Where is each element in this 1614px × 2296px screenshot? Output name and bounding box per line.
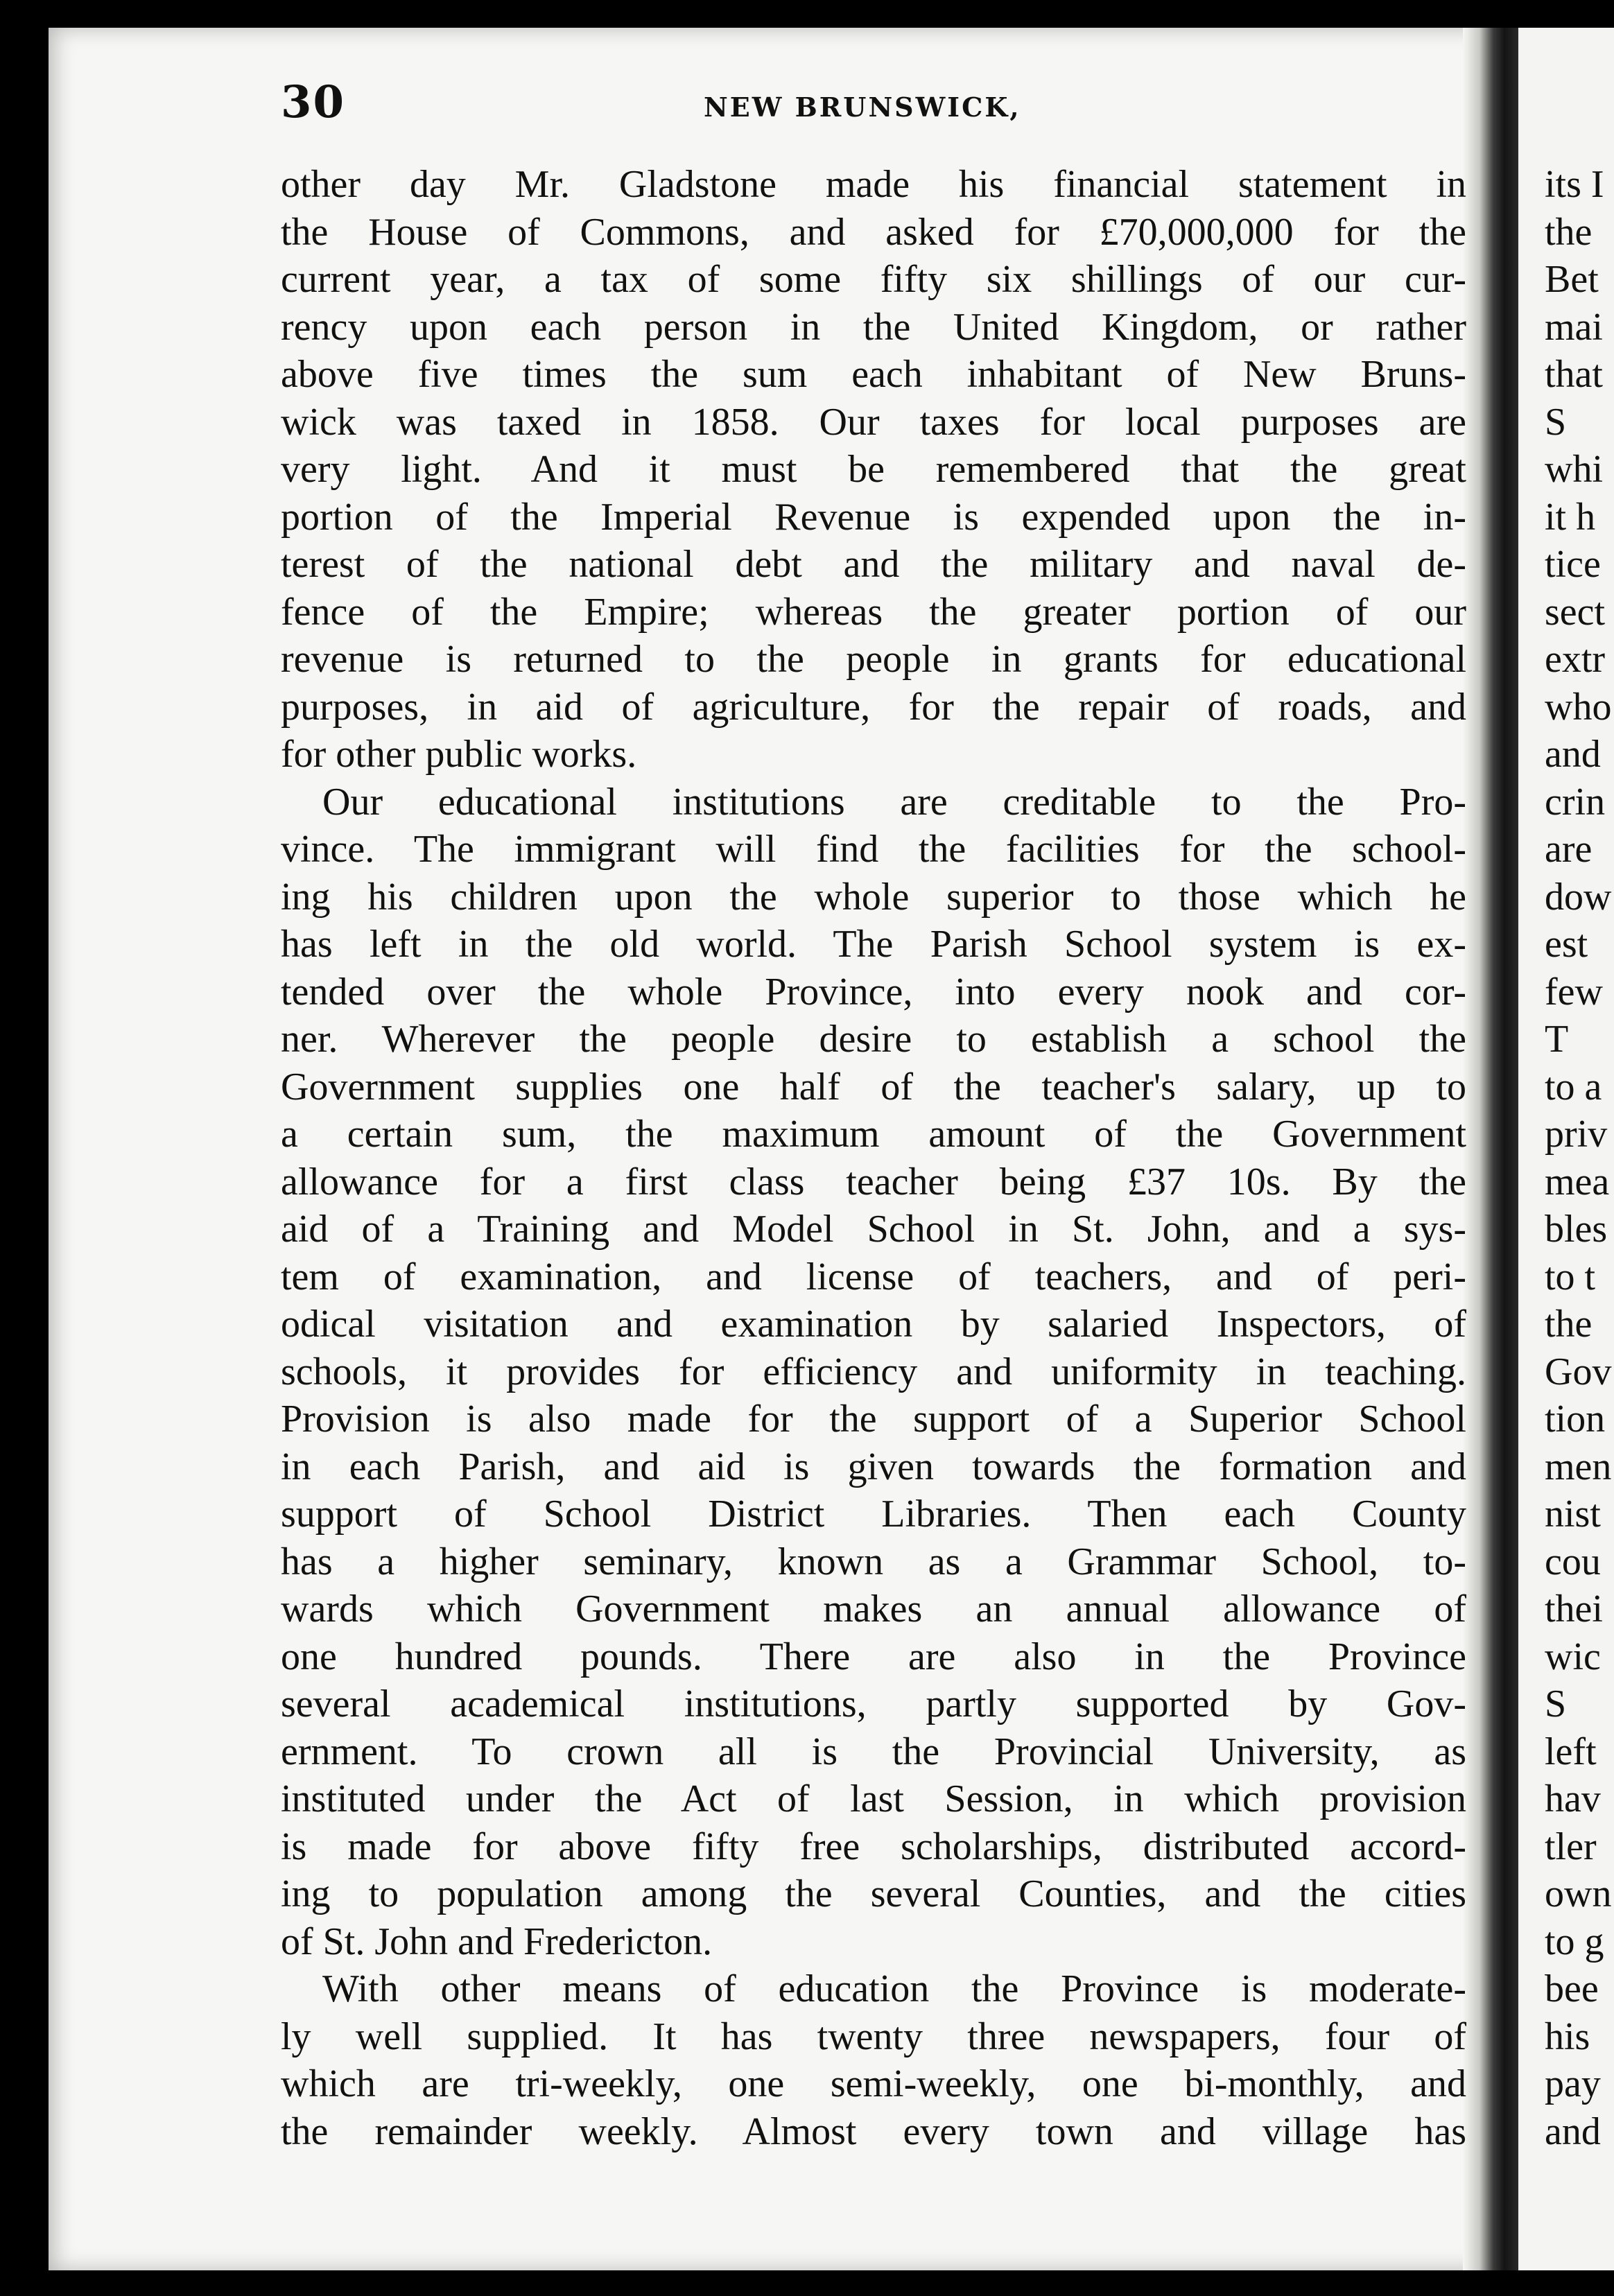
text-line: ly well supplied. It has twenty three newspapers, four of xyxy=(281,2015,1466,2058)
text-line: for other public works. xyxy=(281,733,637,776)
text-line: which are tri-weekly, one semi-weekly, one bi-monthly, and xyxy=(281,2062,1466,2105)
facing-line: T xyxy=(1545,1018,1569,1061)
facing-line: crin xyxy=(1545,780,1606,824)
facing-line: dow xyxy=(1545,875,1612,919)
facing-line: the xyxy=(1545,210,1593,254)
facing-line: Gov xyxy=(1545,1350,1612,1393)
text-line: very light. And it must be remembered that the great xyxy=(281,448,1466,491)
text-line: a certain sum, the maximum amount of the Government xyxy=(281,1113,1466,1156)
facing-line: S xyxy=(1545,1682,1567,1725)
text-line: rency upon each person in the United Kingdom, or rather xyxy=(281,305,1466,349)
facing-line: bee xyxy=(1545,1967,1599,2010)
text-line: Our educational institutions are creditable to the Pro- xyxy=(322,780,1466,824)
text-line: odical visitation and examination by salaried Inspectors, of xyxy=(281,1303,1466,1346)
text-line: Government supplies one half of the teacher's salary, up to xyxy=(281,1065,1466,1108)
facing-line: the xyxy=(1545,1303,1593,1346)
text-line: vince. The immigrant will find the facilities for the school- xyxy=(281,828,1466,871)
facing-line: extr xyxy=(1545,638,1606,681)
page-number: 30 xyxy=(281,76,346,128)
running-title: NEW BRUNSWICK, xyxy=(704,92,1021,123)
facing-line: to g xyxy=(1545,1920,1604,1963)
facing-line: wic xyxy=(1545,1635,1601,1678)
facing-line: tler xyxy=(1545,1825,1597,1868)
text-line: terest of the national debt and the military and naval de- xyxy=(281,543,1466,586)
facing-line: thei xyxy=(1545,1588,1603,1630)
text-line: With other means of education the Province is moderate- xyxy=(322,1967,1466,2010)
facing-line: hav xyxy=(1545,1777,1601,1820)
text-line: current year, a tax of some fifty six shillings of our cur- xyxy=(281,258,1466,301)
text-line: is made for above fifty free scholarships, distributed accord- xyxy=(281,1825,1466,1868)
facing-line: mai xyxy=(1545,305,1603,349)
facing-page-text xyxy=(1545,161,1614,2155)
text-line: wards which Government makes an annual allowance of xyxy=(281,1588,1466,1630)
text-line: ner. Wherever the people desire to establish a school the xyxy=(281,1018,1466,1061)
text-line: Provision is also made for the support of a Superior School xyxy=(281,1398,1466,1441)
text-line: portion of the Imperial Revenue is expended upon the in- xyxy=(281,495,1466,539)
facing-line: tion xyxy=(1545,1398,1606,1441)
text-line: the remainder weekly. Almost every town and village has xyxy=(281,2110,1466,2153)
facing-line: to a xyxy=(1545,1065,1602,1108)
facing-line: mea xyxy=(1545,1160,1610,1203)
text-line: above five times the sum each inhabitant of New Bruns- xyxy=(281,353,1466,396)
facing-line: men xyxy=(1545,1445,1612,1488)
facing-line: tice xyxy=(1545,543,1601,586)
text-line: aid of a Training and Model School in St. John, and a sys- xyxy=(281,1208,1466,1251)
text-line: schools, it provides for efficiency and uniformity in teaching. xyxy=(281,1350,1466,1393)
text-line: ernment. To crown all is the Provincial University, as xyxy=(281,1730,1466,1773)
facing-line: left xyxy=(1545,1730,1597,1773)
text-line: in each Parish, and aid is given towards the formation and xyxy=(281,1445,1466,1488)
facing-line: whi xyxy=(1545,448,1603,491)
book-gutter xyxy=(1463,28,1518,2270)
facing-line: priv xyxy=(1545,1113,1608,1156)
facing-line: cou xyxy=(1545,1540,1601,1583)
text-line: fence of the Empire; whereas the greater portion of our xyxy=(281,590,1466,634)
facing-line: est xyxy=(1545,923,1588,966)
facing-line: bles xyxy=(1545,1208,1608,1251)
facing-line: S xyxy=(1545,400,1567,444)
facing-line: pay xyxy=(1545,2062,1601,2105)
facing-line: who xyxy=(1545,685,1612,729)
body-text xyxy=(281,161,1466,2155)
text-line: of St. John and Fredericton. xyxy=(281,1920,713,1963)
text-line: purposes, in aid of agriculture, for the repair of roads, and xyxy=(281,685,1466,729)
text-line: tem of examination, and license of teachers, and of peri- xyxy=(281,1255,1466,1298)
text-line: ing to population among the several Counties, and the cities xyxy=(281,1872,1466,1915)
facing-line: few xyxy=(1545,970,1603,1014)
facing-line: nist xyxy=(1545,1493,1601,1536)
text-line: has left in the old world. The Parish School system is ex- xyxy=(281,923,1466,966)
running-head xyxy=(281,76,1459,139)
facing-line: sect xyxy=(1545,590,1606,634)
text-line: has a higher seminary, known as a Grammar School, to- xyxy=(281,1540,1466,1583)
facing-line: to t xyxy=(1545,1255,1596,1298)
text-line: tended over the whole Province, into every nook and cor- xyxy=(281,970,1466,1014)
facing-line: Bet xyxy=(1545,258,1599,301)
text-line: wick was taxed in 1858. Our taxes for local purposes are xyxy=(281,400,1466,444)
facing-line: it h xyxy=(1545,495,1596,539)
facing-line: and xyxy=(1545,2110,1601,2153)
text-line: revenue is returned to the people in grants for educational xyxy=(281,638,1466,681)
text-line: other day Mr. Gladstone made his financial statement in xyxy=(281,163,1466,206)
facing-line: its I xyxy=(1545,163,1604,206)
text-line: support of School District Libraries. Then each County xyxy=(281,1493,1466,1536)
text-line: instituted under the Act of last Session, in which provision xyxy=(281,1777,1466,1820)
facing-line: and xyxy=(1545,733,1601,776)
facing-line: that xyxy=(1545,353,1603,396)
facing-line: are xyxy=(1545,828,1593,871)
text-line: the House of Commons, and asked for £70,000,000 for the xyxy=(281,210,1466,254)
facing-line: own xyxy=(1545,1872,1612,1915)
text-line: one hundred pounds. There are also in the Province xyxy=(281,1635,1466,1678)
text-line: several academical institutions, partly supported by Gov- xyxy=(281,1682,1466,1725)
facing-line: his xyxy=(1545,2015,1590,2058)
text-line: allowance for a first class teacher being £37 10s. By the xyxy=(281,1160,1466,1203)
text-line: ing his children upon the whole superior to those which he xyxy=(281,875,1466,919)
